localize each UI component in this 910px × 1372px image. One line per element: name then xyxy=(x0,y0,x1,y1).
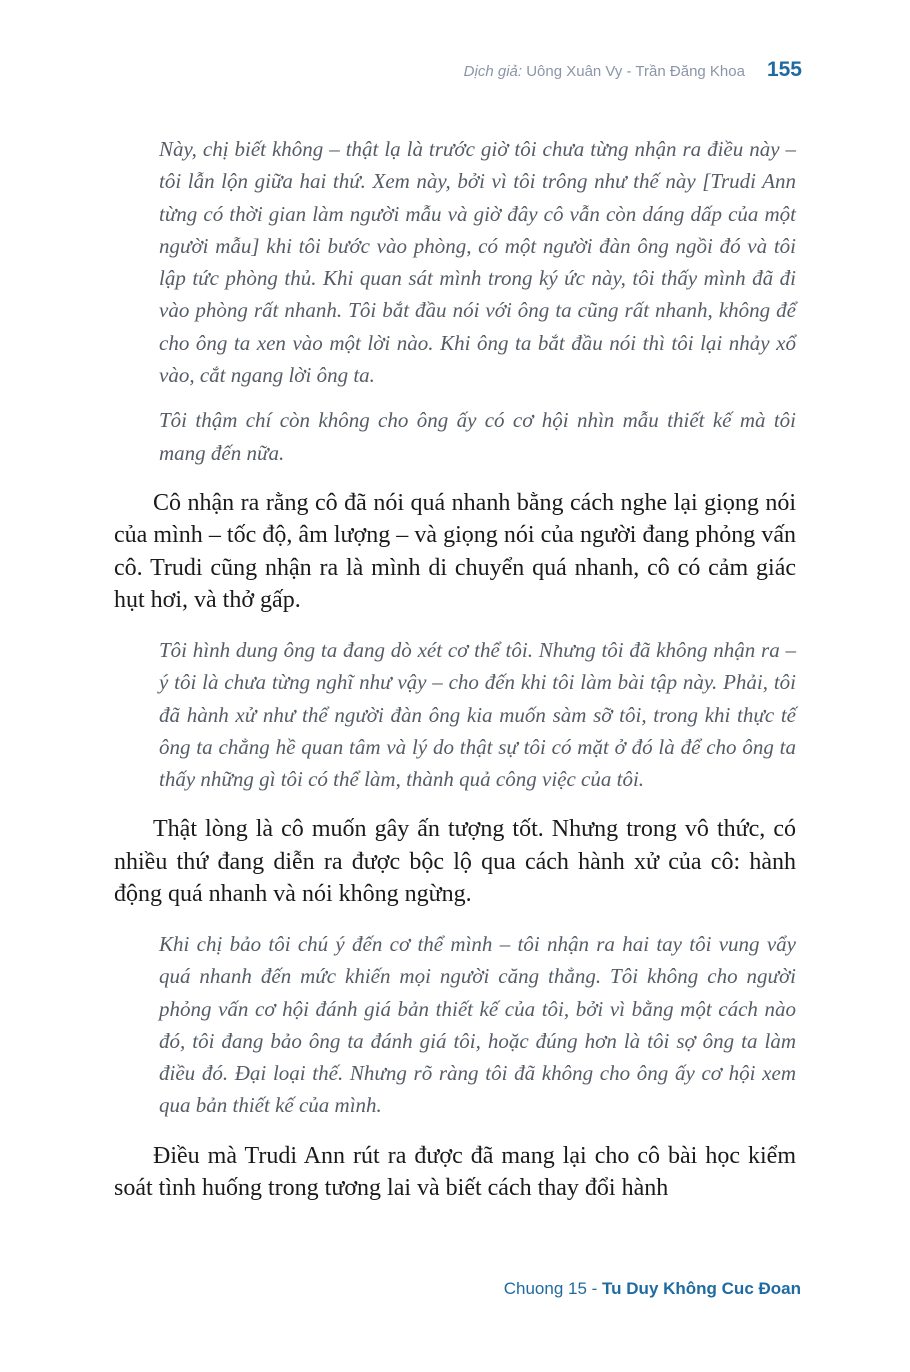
page-number: 155 xyxy=(766,58,802,81)
quote-paragraph: Khi chị bảo tôi chú ý đến cơ thể mình – tôi nhận ra hai tay tôi vung vẩy quá nhanh đến mức khiến mọi người căng thẳng. Tôi không cho người phỏng vấn cơ hội đánh giá bản thiết kế của tôi, bởi vì bằng một cách nào đó, tôi đang bảo ông ta đánh giá tôi, hoặc đúng hơn là tôi sợ ông ta làm điều đó. Đại loại thế. Nhưng rõ ràng tôi đã không cho ông ấy cơ hội xem qua bản thiết kế của mình. xyxy=(159,931,796,1118)
body-paragraph: Cô nhận ra rằng cô đã nói quá nhanh bằng cách nghe lại giọng nói của mình – tốc độ, âm lượng – và giọng nói của người đang phỏng vấn cô. Trudi cũng nhận ra là mình di chuyển quá nhanh, cô có cảm giác hụt hơi, và thở gấp. xyxy=(114,489,796,614)
translator-credit xyxy=(464,63,745,80)
quote-paragraph: Tôi hình dung ông ta đang dò xét cơ thể tôi. Nhưng tôi đã không nhận ra – ý tôi là chưa từng nghĩ như vậy – cho đến khi tôi làm bài tập này. Phải, tôi đã hành xử như thể người đàn ông kia muốn sàm sỡ tôi, trong khi thực tế ông ta chẳng hề quan tâm và lý do thật sự tôi có mặt ở đó là để cho ông ta thấy những gì tôi có thể làm, thành quả công việc của tôi. xyxy=(159,637,796,792)
translator-label: Dịch giả: xyxy=(463,63,523,80)
body-paragraph: Điều mà Trudi Ann rút ra được đã mang lại cho cô bài học kiểm soát tình huống trong tương lai và biết cách thay đổi hành xyxy=(114,1142,796,1202)
quote-paragraph: Tôi thậm chí còn không cho ông ấy có cơ hội nhìn mẫu thiết kế mà tôi mang đến nữa. xyxy=(159,408,796,465)
translator-names: Uông Xuân Vy - Trần Đăng Khoa xyxy=(526,63,745,80)
quote-paragraph: Này, chị biết không – thật lạ là trước giờ tôi chưa từng nhận ra điều này – tôi lẫn lộn giữa hai thứ. Xem này, bởi vì tôi trông như thế này [Trudi Ann từng có thời gian làm người mẫu và giờ đây cô vẫn còn dáng dấp của một người mẫu] khi tôi bước vào phòng, có một người đàn ông ngồi đó và tôi lập tức phòng thủ. Khi quan sát mình trong ký ức này, tôi thấy mình đã đi vào phòng rất nhanh. Tôi bắt đầu nói với ông ta cũng rất nhanh, không để cho ông ta xen vào một lời nào. Khi ông ta bắt đầu nói thì tôi lại nhảy xổ vào, cắt ngang lời ông ta. xyxy=(159,137,796,388)
body-paragraph: Thật lòng là cô muốn gây ấn tượng tốt. Nhưng trong vô thức, có nhiều thứ đang diễn ra được bộc lộ qua cách hành xử của cô: hành động quá nhanh và nói không ngừng. xyxy=(114,816,796,908)
chapter-number: Chuong 15 - xyxy=(503,1279,603,1298)
page-body xyxy=(114,133,796,1205)
page-header xyxy=(464,58,802,82)
chapter-title: Tu Duy Không Cuc Đoan xyxy=(602,1279,801,1298)
page-footer xyxy=(504,1279,801,1299)
